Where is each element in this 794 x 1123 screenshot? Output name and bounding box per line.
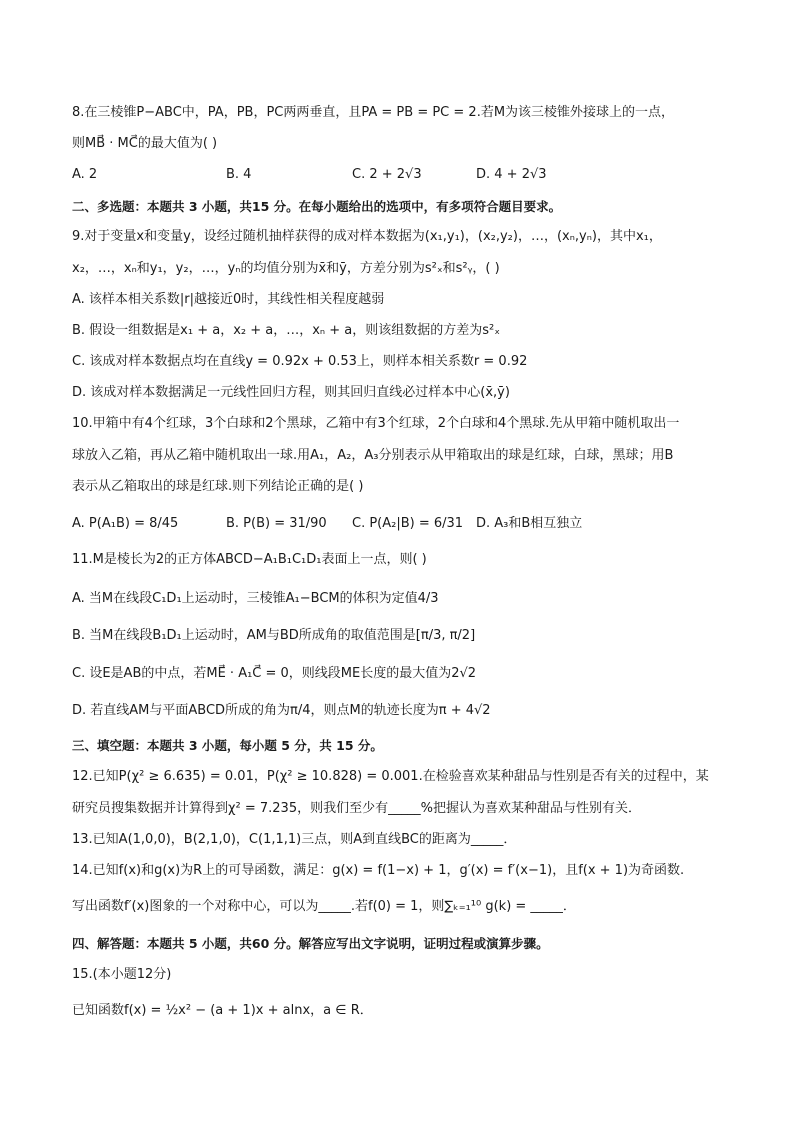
q9-option-d: D. 该成对样本数据满足一元线性回归方程，则其回归直线必过样本中心(x̄,ȳ): [72, 385, 510, 400]
q11-option-d: D. 若直线AM与平面ABCD所成的角为π/4，则点M的轨迹长度为π + 4√2: [72, 703, 491, 718]
q11-stem: 11.M是棱长为2的正方体ABCD−A₁B₁C₁D₁表面上一点，则( ): [72, 552, 427, 567]
q8-option-c: C. 2 + 2√3: [352, 167, 422, 182]
q8-stem-line1: 8.在三棱锥P−ABC中，PA，PB，PC两两垂直，且PA = PB = PC = 2.若M为该三棱锥外接球上的一点，: [72, 105, 675, 120]
q8-options: [72, 166, 722, 184]
q11-option-b: B. 当M在线段B₁D₁上运动时，AM与BD所成角的取值范围是[π/3, π/2]: [72, 628, 476, 643]
q15-title: 15.(本小题12分): [72, 967, 172, 982]
q9-stem-line1: 9.对于变量x和变量y，设经过随机抽样获得的成对样本数据为(x₁,y₁)，(x₂,y₂)，…，(xₙ,yₙ)，其中x₁，: [72, 229, 662, 244]
q8-option-d: D. 4 + 2√3: [476, 167, 547, 182]
q9-stem-line2: x₂，…，xₙ和y₁，y₂，…，yₙ的均值分别为x̄和ȳ，方差分别为s²ₓ和s²ᵧ，( ): [72, 261, 500, 276]
q10-stem-line1: 10.甲箱中有4个红球，3个白球和2个黑球，乙箱中有3个红球，2个白球和4个黑球.先从甲箱中随机取出一: [72, 416, 680, 431]
q14-line2: 写出函数f′(x)图象的一个对称中心，可以为_____.若f(0) = 1，则∑ₖ₌₁¹⁰ g(k) = _____．: [72, 899, 576, 914]
q10-option-c: C. P(A₂|B) = 6/31: [352, 516, 464, 531]
q8-option-b: B. 4: [226, 167, 252, 182]
q12-line2: 研究员搜集数据并计算得到χ² = 7.235，则我们至少有_____%把握认为喜欢某种甜品与性别有关．: [72, 801, 641, 816]
q14-line1: 14.已知f(x)和g(x)为R上的可导函数，满足：g(x) = f(1−x) + 1，g′(x) = f′(x−1)，且f(x + 1)为奇函数.: [72, 863, 685, 878]
q9-option-b: B. 假设一组数据是x₁ + a，x₂ + a，…，xₙ + a，则该组数据的方差为s²ₓ: [72, 323, 500, 338]
q10-option-a: A. P(A₁B) = 8/45: [72, 516, 179, 531]
q8-stem-line2: 则MB⃗ · MC⃗的最大值为( ): [72, 136, 218, 151]
q9-option-a: A. 该样本相关系数|r|越接近0时，其线性相关程度越弱: [72, 292, 385, 307]
section-2-heading: 二、多选题：本题共 3 小题，共15 分。在每小题给出的选项中，有多项符合题目要求。: [72, 199, 562, 214]
q8-option-a: A. 2: [72, 167, 98, 182]
q12-line1: 12.已知P(χ² ≥ 6.635) = 0.01，P(χ² ≥ 10.828) = 0.001.在检验喜欢某种甜品与性别是否有关的过程中，某: [72, 769, 709, 784]
q11-option-a: A. 当M在线段C₁D₁上运动时，三棱锥A₁−BCM的体积为定值4/3: [72, 591, 439, 606]
q10-options: [72, 515, 722, 533]
q9-option-c: C. 该成对样本数据点均在直线y = 0.92x + 0.53上，则样本相关系数r = 0.92: [72, 354, 528, 369]
q15-stem: 已知函数f(x) = ½x² − (a + 1)x + alnx，a ∈ R．: [72, 1003, 373, 1018]
q10-option-d: D. A₃和B相互独立: [476, 516, 583, 531]
q10-stem-line3: 表示从乙箱取出的球是红球.则下列结论正确的是( ): [72, 479, 364, 494]
q10-option-b: B. P(B) = 31/90: [226, 516, 327, 531]
q11-option-c: C. 设E是AB的中点，若ME⃗ · A₁C⃗ = 0，则线段ME长度的最大值为2√2: [72, 666, 477, 681]
q10-stem-line2: 球放入乙箱，再从乙箱中随机取出一球.用A₁，A₂，A₃分别表示从甲箱取出的球是红球，白球，黑球；用B: [72, 448, 674, 463]
section-3-heading: 三、填空题：本题共 3 小题，每小题 5 分，共 15 分。: [72, 738, 383, 753]
section-4-heading: 四、解答题：本题共 5 小题，共60 分。解答应写出文字说明，证明过程或演算步骤。: [72, 936, 549, 951]
q13-stem: 13.已知A(1,0,0)，B(2,1,0)，C(1,1,1)三点，则A到直线BC的距离为_____．: [72, 832, 517, 847]
